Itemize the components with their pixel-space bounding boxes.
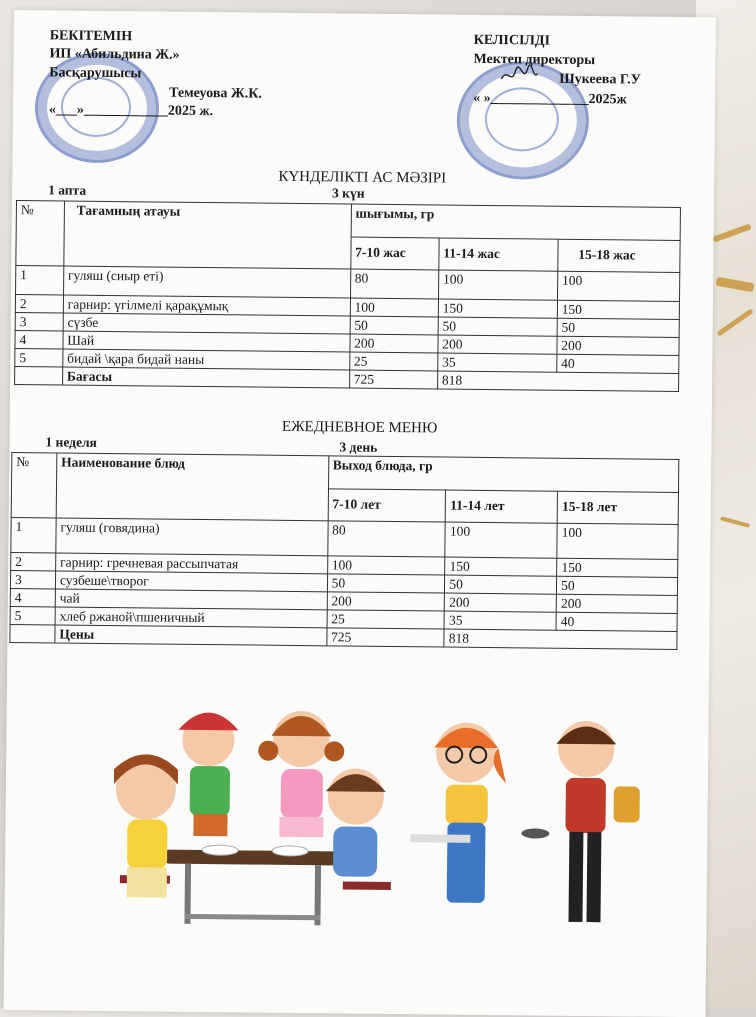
price-cell: 818 xyxy=(437,371,678,392)
value-cell: 150 xyxy=(438,299,557,318)
dish-name: бидай \қара бидай наны xyxy=(63,349,350,370)
value-cell: 150 xyxy=(445,557,557,576)
value-cell: 100 xyxy=(445,522,557,558)
value-cell: 150 xyxy=(557,300,679,319)
value-cell: 80 xyxy=(350,269,438,299)
value-cell: 200 xyxy=(350,334,438,353)
kz-menu-table xyxy=(14,200,681,392)
approve-position: Басқарушысы xyxy=(49,65,142,82)
agree-title: КЕЛІСІЛДІ xyxy=(473,32,551,49)
value-cell: 200 xyxy=(327,592,445,611)
approve-name: Темеуова Ж.К. xyxy=(169,85,262,102)
row-no xyxy=(15,367,63,385)
row-no: 4 xyxy=(10,588,55,606)
kz-col-no: № xyxy=(16,201,64,266)
value-cell: 200 xyxy=(438,335,557,354)
kz-col-name: Тағамның атауы xyxy=(64,201,352,269)
value-cell: 40 xyxy=(556,612,677,631)
ru-col-name: Наименование блюд xyxy=(56,453,328,521)
row-no: 1 xyxy=(11,517,56,552)
kz-age-3: 15-18 жас xyxy=(558,239,681,273)
value-cell: 100 xyxy=(327,556,445,575)
row-no: 2 xyxy=(15,295,63,313)
value-cell: 200 xyxy=(556,594,677,613)
value-cell: 150 xyxy=(557,558,678,577)
row-no: 1 xyxy=(16,266,64,295)
table-row xyxy=(16,201,680,240)
row-no: 3 xyxy=(10,570,55,588)
kz-age-2: 11-14 жас xyxy=(439,237,558,271)
agree-date: « »______________2025ж xyxy=(473,90,627,108)
kz-day: 3 күн xyxy=(332,185,365,201)
value-cell: 100 xyxy=(557,271,680,301)
price-cell: 818 xyxy=(444,629,677,649)
value-cell: 40 xyxy=(557,354,679,373)
approve-title: БЕКІТЕМІН xyxy=(49,28,133,45)
ru-col-no: № xyxy=(11,453,57,518)
value-cell: 100 xyxy=(557,523,678,559)
ru-age-1: 7-10 лет xyxy=(328,488,446,522)
kz-week: 1 апта xyxy=(48,182,87,198)
value-cell: 25 xyxy=(327,610,445,629)
dish-name: хлеб ржаной\пшеничный xyxy=(55,607,327,628)
approve-date: «___»____________2025 ж. xyxy=(48,102,214,120)
approve-org: ИП «Абильдина Ж.» xyxy=(49,46,180,63)
value-cell: 50 xyxy=(327,574,445,593)
menu-sheet xyxy=(4,10,716,1017)
ru-week: 1 неделя xyxy=(45,434,97,450)
table-row xyxy=(12,453,679,492)
dish-name: сүзбе xyxy=(63,313,350,334)
value-cell: 50 xyxy=(557,576,678,595)
ru-col-output: Выход блюда, гр xyxy=(328,456,679,492)
kz-menu-title: КҮНДЕЛІКТІ АС МӘЗІРІ xyxy=(278,168,447,187)
value-cell: 25 xyxy=(349,352,437,371)
ru-age-2: 11-14 лет xyxy=(446,490,558,524)
row-no: 5 xyxy=(15,349,63,367)
value-cell: 80 xyxy=(327,521,445,557)
ru-day: 3 день xyxy=(339,439,378,455)
dish-name: гуляш (сиыр еті) xyxy=(63,266,350,298)
dish-name: Шай xyxy=(63,331,350,352)
dish-name: гарнир: үгілмелі қарақұмық xyxy=(63,295,350,316)
children-eating-illustration xyxy=(64,689,667,945)
dish-name: сузбеше\творог xyxy=(55,571,327,592)
value-cell: 100 xyxy=(438,270,557,300)
kz-age-1: 7-10 жас xyxy=(350,237,439,270)
price-label: Бағасы xyxy=(62,367,349,388)
value-cell: 100 xyxy=(350,298,438,317)
dish-name: гуляш (говядина) xyxy=(56,518,328,556)
dish-name: чай xyxy=(55,589,327,610)
dish-name: гарнир: гречневая рассыпчатая xyxy=(56,553,328,574)
value-cell: 50 xyxy=(438,317,557,336)
value-cell: 200 xyxy=(445,593,557,612)
signature xyxy=(499,63,539,87)
price-cell: 725 xyxy=(326,628,444,647)
row-no xyxy=(10,624,55,642)
value-cell: 35 xyxy=(438,353,557,372)
value-cell: 200 xyxy=(557,336,679,355)
value-cell: 50 xyxy=(557,318,679,337)
row-no: 5 xyxy=(10,606,55,624)
price-label: Цены xyxy=(55,625,327,646)
row-no: 4 xyxy=(15,331,63,349)
value-cell: 50 xyxy=(445,575,557,594)
row-no: 3 xyxy=(15,313,63,331)
value-cell: 50 xyxy=(350,316,438,335)
kz-col-output: шығымы, гр xyxy=(351,204,681,240)
ru-menu-title: ЕЖЕДНЕВНОЕ МЕНЮ xyxy=(281,418,438,437)
value-cell: 35 xyxy=(444,611,556,630)
price-cell: 725 xyxy=(349,370,437,389)
row-no: 2 xyxy=(11,552,56,570)
agree-position: Мектеп директоры xyxy=(473,51,596,69)
agree-name: Шукеева Г.У xyxy=(559,71,642,88)
ru-menu-table xyxy=(9,452,679,650)
ru-age-3: 15-18 лет xyxy=(557,491,678,525)
